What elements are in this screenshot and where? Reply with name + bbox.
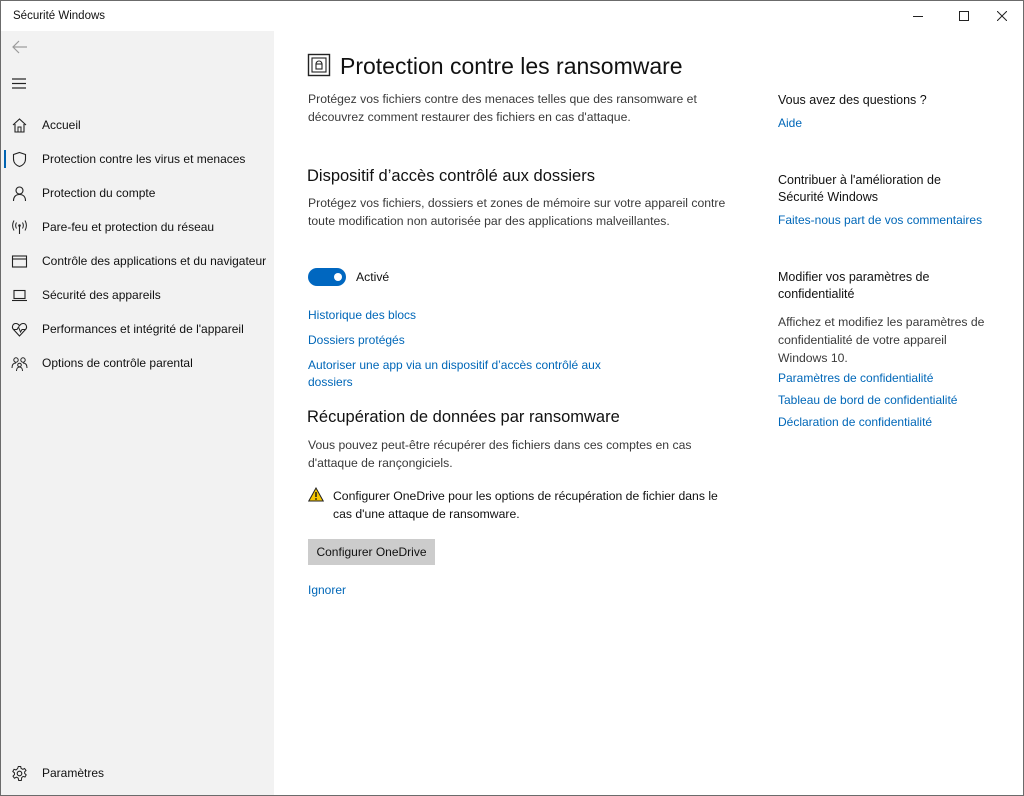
sidebar-item-label: Protection contre les virus et menaces [42,152,246,166]
privacy-heading: Modifier vos paramètres de confidentialité [778,270,930,301]
sidebar-item-label: Protection du compte [42,186,156,200]
allow-app-link[interactable]: Autoriser une app via un dispositif d’accès contrôlé aux dossiers [308,358,601,389]
sidebar-item-device-security[interactable] [1,280,274,310]
cfa-description: Protégez vos fichiers, dossiers et zones de mémoire sur votre appareil contre toute modification non autorisée par des applications malveillantes. [308,196,726,228]
privacy-settings-link[interactable]: Paramètres de confidentialité [778,371,934,385]
sidebar-item-device-performance[interactable] [1,314,274,344]
antenna-icon [11,219,28,236]
feedback-link[interactable]: Faites-nous part de vos commentaires [778,213,983,227]
gear-icon [11,765,28,782]
sidebar-item-label: Sécurité des appareils [42,288,161,302]
privacy-statement-link[interactable]: Déclaration de confidentialité [778,415,933,429]
close-button[interactable] [985,1,1019,31]
configure-onedrive-button[interactable]: Configurer OneDrive [308,539,435,565]
laptop-icon [11,287,28,304]
contribute-heading: Contribuer à l'amélioration de Sécurité Windows [778,173,941,204]
sidebar-item-account-protection[interactable] [1,178,274,208]
sidebar-item-label: Contrôle des applications et du navigateur [42,254,267,268]
page-title: Protection contre les ransomware [340,53,683,79]
cfa-heading: Dispositif d’accès contrôlé aux dossiers [307,167,595,185]
sidebar-item-virus-protection[interactable] [1,144,274,174]
sidebar [1,31,274,795]
help-link[interactable]: Aide [778,116,803,130]
minimize-icon [913,11,923,21]
dismiss-link[interactable]: Ignorer [308,583,347,597]
sidebar-item-firewall[interactable] [1,212,274,242]
sidebar-item-label: Pare-feu et protection du réseau [42,220,215,234]
main-content [274,31,1023,795]
questions-heading: Vous avez des questions ? [778,93,927,107]
recovery-description: Vous pouvez peut-être récupérer des fichiers dans ces comptes en cas d'attaque de rançongiciels. [308,438,692,470]
close-icon [997,11,1007,21]
hamburger-menu-icon[interactable] [11,77,29,91]
person-icon [11,185,28,202]
sidebar-item-app-browser-control[interactable] [1,246,274,276]
toggle-knob [334,273,342,281]
sidebar-item-family-options[interactable] [1,348,274,378]
toggle-state-label: Activé [356,270,390,284]
sidebar-item-accueil[interactable] [1,110,274,140]
warning-icon [308,487,324,502]
privacy-text: Affichez et modifiez les paramètres de confidentialité de votre appareil Windows 10. [778,315,985,365]
heart-icon [11,321,28,338]
sidebar-item-label: Performances et intégrité de l'appareil [42,322,244,336]
maximize-button[interactable] [947,1,981,31]
onedrive-warning-text: Configurer OneDrive pour les options de récupération de fichier dans le cas d'une attaque de ransomware. [333,489,718,521]
app-window-icon [11,253,28,270]
ransomware-protection-icon [307,53,331,77]
sidebar-item-label: Paramètres [42,766,105,780]
sidebar-item-label: Options de contrôle parental [42,356,193,370]
page-intro: Protégez vos fichiers contre des menaces telles que des ransomware et découvrez comment restaurer des fichiers en cas d'attaque. [308,92,697,124]
privacy-dashboard-link[interactable]: Tableau de bord de confidentialité [778,393,958,407]
minimize-button[interactable] [901,1,935,31]
sidebar-item-label: Accueil [42,118,81,132]
protected-folders-link[interactable]: Dossiers protégés [308,333,405,347]
home-icon [11,117,28,134]
sidebar-item-settings[interactable] [1,758,274,788]
block-history-link[interactable]: Historique des blocs [308,308,417,322]
title-bar [1,1,1023,31]
maximize-icon [959,11,969,21]
recovery-heading: Récupération de données par ransomware [307,408,620,426]
shield-icon [11,151,28,168]
back-arrow-icon[interactable] [11,39,29,55]
cfa-toggle[interactable] [308,268,346,286]
window-title: Sécurité Windows [13,10,106,22]
family-icon [11,355,28,372]
